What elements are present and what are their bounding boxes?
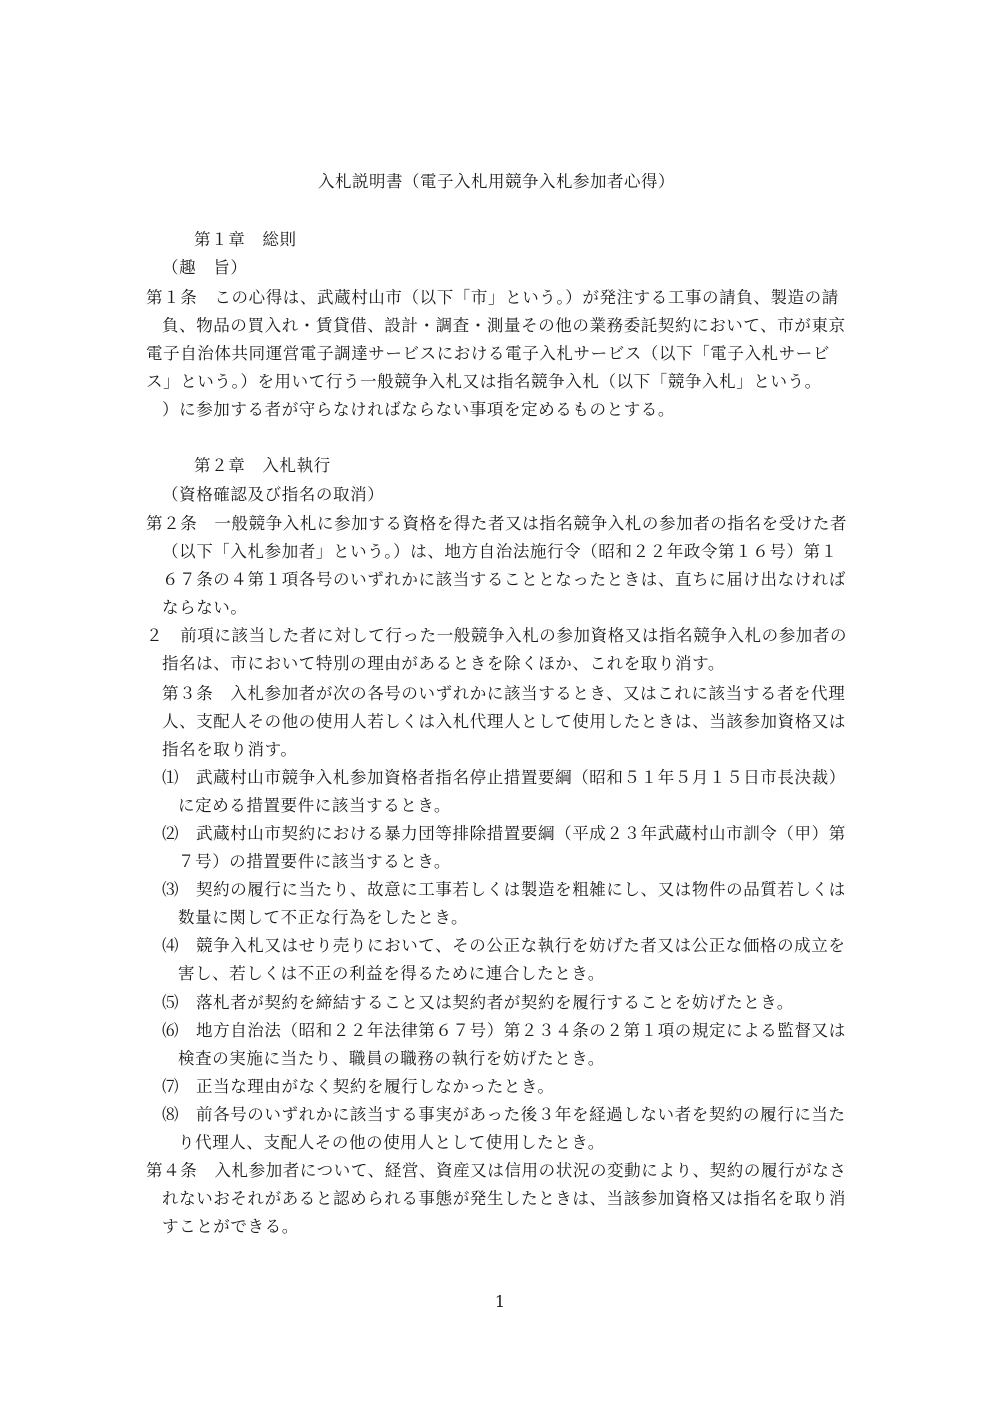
- article-2-paragraph-2-line: 指名は、市において特別の理由があるときを除くほか、これを取り消す。: [162, 654, 725, 673]
- article-caption: （趣 旨）: [162, 258, 248, 277]
- item-line: 競争入札又はせり売りにおいて、その公正な執行を妨げた者又は公正な価格の成立を: [196, 936, 846, 955]
- article-3-line: 指名を取り消す。: [162, 740, 298, 759]
- page-number: 1: [494, 1292, 506, 1311]
- article-1-line: ス」という。）を用いて行う一般競争入札又は指名競争入札（以下「競争入札」という。: [146, 372, 822, 391]
- item-line: 前各号のいずれかに該当する事実があった後３年を経過しない者を契約の履行に当た: [196, 1105, 846, 1124]
- item-number: ⑻: [162, 1105, 180, 1124]
- item-line: り代理人、支配人その他の使用人として使用したとき。: [178, 1133, 605, 1152]
- chapter-heading: 第１章 総則: [194, 230, 297, 249]
- item-line: に定める措置要件に該当するとき。: [178, 796, 451, 815]
- article-2-paragraph-2-line: ２ 前項に該当した者に対して行った一般競争入札の参加資格又は指名競争入札の参加者の: [146, 626, 848, 645]
- article-1-line: 負、物品の買入れ・賃貸借、設計・調査・測量その他の業務委託契約において、市が東京: [162, 316, 846, 335]
- article-3-line: 人、支配人その他の使用人若しくは入札代理人として使用したときは、当該参加資格又は: [162, 712, 846, 731]
- item-line: 数量に関して不正な行為をしたとき。: [178, 908, 469, 927]
- item-number: ⑵: [162, 824, 180, 843]
- document-title: 入札説明書（電子入札用競争入札参加者心得）: [318, 172, 675, 191]
- article-caption: （資格確認及び指名の取消）: [162, 485, 385, 504]
- article-1-line: ）に参加する者が守らなければならない事項を定めるものとする。: [162, 400, 675, 419]
- article-1-line: 電子自治体共同運営電子調達サービスにおける電子入札サービス（以下「電子入札サービ: [146, 344, 830, 363]
- item-line: 検査の実施に当たり、職員の職務の執行を妨げたとき。: [178, 1049, 605, 1068]
- item-line: 地方自治法（昭和２２年法律第６７号）第２３４条の２第１項の規定による監督又は: [196, 1021, 846, 1040]
- article-4-line: 第４条 入札参加者について、経営、資産又は信用の状況の変動により、契約の履行がなさ: [146, 1161, 847, 1180]
- item-line: 正当な理由がなく契約を履行しなかったとき。: [196, 1077, 555, 1096]
- article-4-line: れないおそれがあると認められる事態が発生したときは、当該参加資格又は指名を取り消: [162, 1189, 846, 1208]
- article-1-line: 第１条 この心得は、武蔵村山市（以下「市」という。）が発注する工事の請負、製造の請: [146, 288, 839, 307]
- item-line: 武蔵村山市競争入札参加資格者指名停止措置要綱（昭和５１年５月１５日市長決裁）: [196, 768, 846, 787]
- article-2-line: 第２条 一般競争入札に参加する資格を得た者又は指名競争入札の参加者の指名を受けた者: [146, 514, 848, 533]
- item-number: ⑹: [162, 1021, 180, 1040]
- item-number: ⑷: [162, 936, 180, 955]
- item-number: ⑴: [162, 768, 180, 787]
- article-2-line: ならない。: [162, 598, 248, 617]
- item-number: ⑸: [162, 993, 180, 1012]
- article-2-line: ６７条の４第１項各号のいずれかに該当することとなったときは、直ちに届け出なければ: [162, 570, 846, 589]
- chapter-heading: 第２章 入札執行: [194, 456, 331, 475]
- item-line: 落札者が契約を締結すること又は契約者が契約を履行することを妨げたとき。: [196, 993, 794, 1012]
- article-3-line: 第３条 入札参加者が次の各号のいずれかに該当するとき、又はこれに該当する者を代理: [162, 684, 846, 703]
- item-number: ⑺: [162, 1077, 180, 1096]
- article-4-line: すことができる。: [162, 1217, 299, 1236]
- article-2-line: （以下「入札参加者」という。）は、地方自治法施行令（昭和２２年政令第１６号）第１: [162, 542, 838, 561]
- item-number: ⑶: [162, 880, 180, 899]
- item-line: 契約の履行に当たり、故意に工事若しくは製造を粗雑にし、又は物件の品質若しくは: [196, 880, 846, 899]
- item-line: 害し、若しくは不正の利益を得るために連合したとき。: [178, 964, 605, 983]
- item-line: ７号）の措置要件に該当するとき。: [178, 852, 451, 871]
- item-line: 武蔵村山市契約における暴力団等排除措置要綱（平成２３年武蔵村山市訓令（甲）第: [196, 824, 846, 843]
